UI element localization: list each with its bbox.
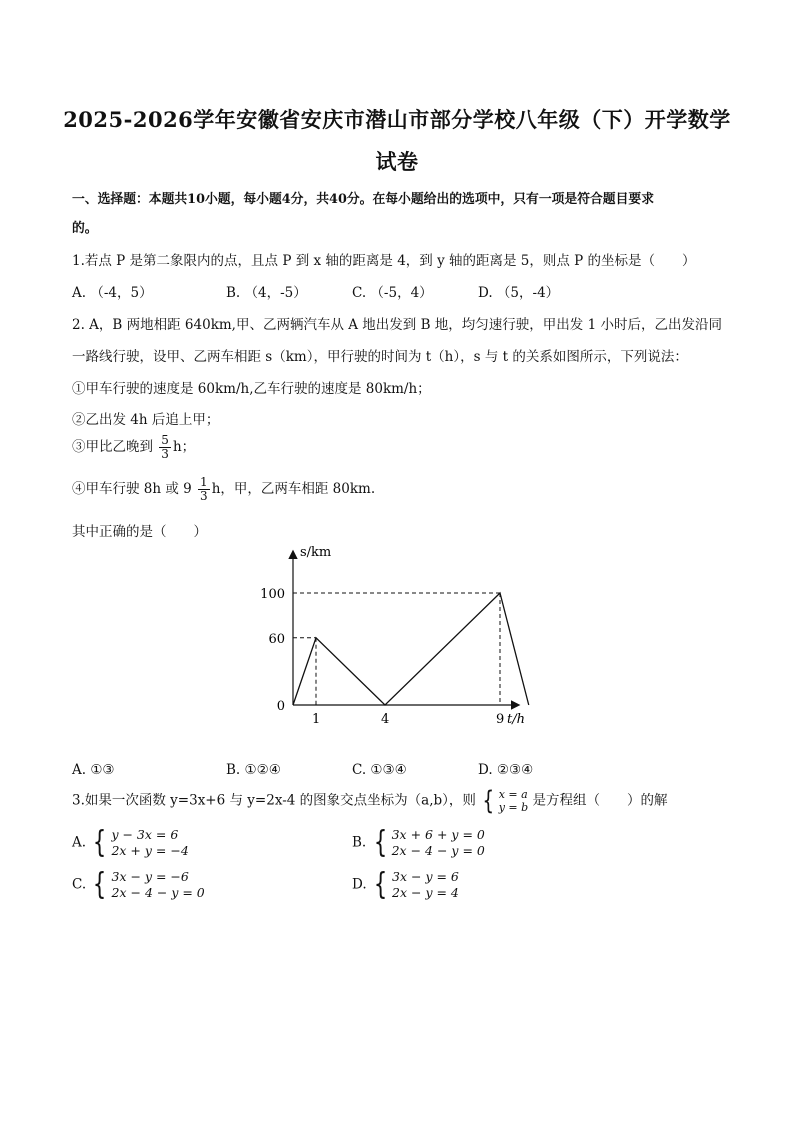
system-row: 2x + y = −4: [111, 843, 189, 858]
fraction-denominator: 3: [200, 489, 208, 503]
q1-option-a: A. （-4，5）: [72, 285, 153, 301]
q2-option-b: B. ①②④: [226, 762, 281, 778]
option-label: C.: [72, 876, 87, 893]
q1-option-b: B. （4，-5）: [226, 285, 307, 301]
option-label: B.: [352, 834, 367, 851]
equation-system: [371, 827, 485, 859]
q3-option-c: [72, 869, 205, 901]
fraction-denominator: 3: [161, 447, 169, 461]
brace-icon: {: [93, 867, 107, 902]
statement-3-post: h；: [172, 439, 196, 455]
equation-system: [90, 869, 204, 901]
title-line-1: 2025-2026学年安徽省安庆市潜山市部分学校八年级（下）开学数学: [63, 107, 731, 132]
system-row: y − 3x = 6: [111, 827, 179, 842]
statement-4: [72, 476, 375, 503]
equation-system: [371, 869, 459, 901]
fraction-5-3: [159, 434, 171, 461]
question-3-stem: [72, 788, 667, 814]
x-tick-label: 9: [496, 712, 505, 727]
y-tick-label: 100: [260, 587, 285, 602]
brace-icon: {: [373, 825, 387, 860]
fraction-1-3: [198, 476, 210, 503]
brace-icon: {: [482, 786, 495, 816]
system-row: 2x − 4 − y = 0: [391, 843, 485, 858]
question-3-stem-post: 是方程组（ ）的解: [532, 792, 668, 809]
system-row: 2x − 4 − y = 0: [111, 885, 205, 900]
brace-icon: {: [93, 825, 107, 860]
distance-series-line: [293, 593, 529, 705]
q2-option-d: D. ②③④: [478, 762, 534, 778]
system-row: 2x − y = 4: [392, 885, 459, 900]
system-row: x = a: [498, 788, 528, 801]
statement-4-post: h，甲，乙两车相距 80km.: [211, 481, 376, 497]
statement-1: ①甲车行驶的速度是 60km/h,乙车行驶的速度是 80km/h；: [72, 381, 431, 397]
option-label: D.: [352, 876, 367, 893]
fraction-numerator: 1: [200, 475, 208, 489]
statement-3: [72, 434, 195, 461]
statement-3-pre: ③甲比乙晚到: [72, 439, 153, 455]
q1-option-c: C. （-5，4）: [352, 285, 433, 301]
question-1-stem: 1.若点 P 是第二象限内的点，且点 P 到 x 轴的距离是 4，到 y 轴的距离是 5，则点 P 的坐标是（ ）: [72, 253, 696, 269]
system-row: 3x − y = 6: [392, 869, 459, 884]
question-3-stem-pre: 3.如果一次函数 y=3x+6 与 y=2x-4 的图象交点坐标为（a,b），则: [72, 792, 476, 809]
q3-option-b: [352, 827, 485, 859]
distance-time-graph: [250, 540, 540, 730]
statement-2: ②乙出发 4h 后追上甲；: [72, 412, 220, 428]
title-line-2: 试卷: [375, 149, 419, 174]
x-axis-label: t/h: [507, 712, 525, 727]
y-axis-label: s/km: [300, 545, 332, 560]
brace-icon: {: [373, 867, 388, 902]
q2-option-a: A. ①③: [72, 762, 115, 778]
statement-4-pre: ④甲车行驶 8h 或 9: [72, 481, 192, 497]
system-row: y = b: [498, 801, 529, 814]
y-tick-label: 60: [268, 631, 285, 647]
question-2-stem-2: 一路线行驶，设甲、乙两车相距 s（km），甲行驶的时间为 t（h），s 与 t 的关系如图所示，下列说法：: [72, 349, 688, 365]
section-heading-cont: 的。: [72, 221, 98, 236]
question-2-stem-1: 2. A，B 两地相距 640km,甲、乙两辆汽车从 A 地出发到 B 地，均匀速行驶，甲出发 1 小时后，乙出发沿同: [72, 317, 722, 333]
fraction-numerator: 5: [161, 433, 169, 447]
x-tick-label: 1: [312, 712, 321, 727]
q3-option-a: [72, 827, 189, 859]
section-heading: 一、选择题：本题共10小题，每小题4分，共40分。在每小题给出的选项中，只有一项是符合题目要求: [72, 192, 654, 207]
q3-option-d: [352, 869, 459, 901]
question-2-ask: 其中正确的是（ ）: [72, 524, 207, 540]
system-row: 3x + 6 + y = 0: [391, 827, 485, 842]
x-tick-label: 4: [381, 712, 390, 727]
equation-system: [90, 827, 188, 859]
option-label: A.: [72, 834, 87, 851]
system-row: 3x − y = −6: [111, 869, 189, 884]
q2-option-c: C. ①③④: [352, 762, 407, 778]
equation-system-xy: [480, 788, 528, 814]
y-tick-label: 0: [276, 699, 285, 714]
q1-option-d: D. （5，-4）: [478, 285, 560, 301]
